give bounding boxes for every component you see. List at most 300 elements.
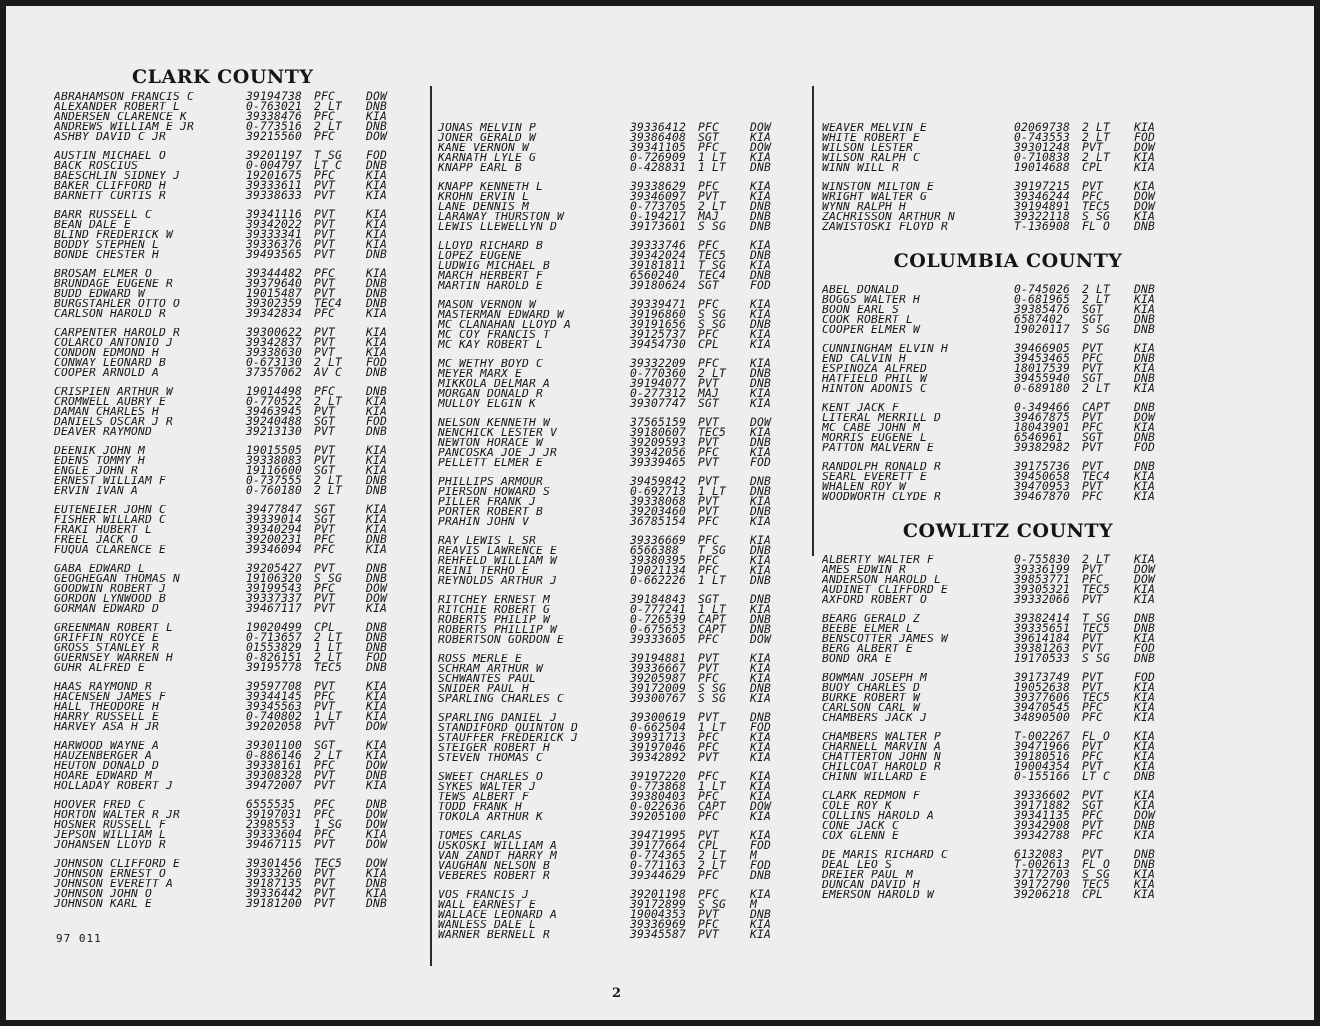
entry-grade: PVT: [314, 179, 336, 192]
entry-group: [438, 772, 810, 822]
entry-name: ZACHRISSON ARTHUR N: [822, 212, 956, 222]
entry-grade: 2 LT: [314, 474, 343, 487]
entry-grade: SGT: [314, 513, 336, 526]
entry-serial: 0-713657: [246, 631, 303, 644]
entry-status: DNB: [366, 572, 388, 585]
entry-name: GRIFFIN ROYCE E: [54, 633, 160, 643]
entry-name: VEBERES ROBERT R: [438, 871, 551, 881]
entry-serial: 19004354: [1014, 760, 1071, 773]
page-number: 2: [612, 986, 622, 1001]
entry-status: DNB: [750, 475, 772, 488]
entry-status: DOW: [366, 818, 388, 831]
entry-status: KIA: [750, 397, 772, 410]
casualty-entry: [438, 458, 810, 468]
entry-status: KIA: [750, 151, 772, 164]
entry-name: AUDINET CLIFFORD E: [822, 585, 949, 595]
entry-serial: 39344145: [246, 690, 303, 703]
entry-status: DNB: [1134, 622, 1156, 635]
entry-serial: 39175736: [1014, 460, 1071, 473]
entry-name: SPARLING CHARLES C: [438, 694, 565, 704]
entry-grade: PVT: [314, 346, 336, 359]
entry-status: DNB: [366, 533, 388, 546]
entry-serial: 39342788: [1014, 829, 1071, 842]
entry-grade: 1 LT: [698, 485, 727, 498]
entry-serial: 39177664: [630, 839, 687, 852]
entry-grade: PVT: [698, 928, 720, 941]
entry-name: BEEBE ELMER L: [822, 624, 914, 634]
entry-grade: PFC: [698, 239, 720, 252]
entry-grade: PVT: [314, 444, 336, 457]
entry-serial: 0-277312: [630, 387, 687, 400]
entry-grade: PVT: [314, 228, 336, 241]
entry-grade: PVT: [314, 425, 336, 438]
entry-grade: PVT: [698, 475, 720, 488]
entry-status: KIA: [366, 189, 388, 202]
entry-grade: PFC: [698, 633, 720, 646]
entry-grade: PVT: [314, 877, 336, 890]
entry-serial: 19014498: [246, 385, 303, 398]
entry-serial: 39336667: [630, 662, 687, 675]
entry-name: KROHN ERVIN L: [438, 192, 530, 202]
entry-name: ROBERTSON GORDON E: [438, 635, 565, 645]
entry-status: KIA: [366, 179, 388, 192]
entry-status: DOW: [750, 416, 772, 429]
entry-name: CHILCOAT HAROLD R: [822, 762, 942, 772]
entry-status: KIA: [750, 515, 772, 528]
entry-status: DOW: [366, 720, 388, 733]
entry-grade: PVT: [1082, 760, 1104, 773]
entry-serial: 19020117: [1014, 323, 1071, 336]
entry-name: PELLETT ELMER E: [438, 458, 544, 468]
entry-serial: 39381263: [1014, 642, 1071, 655]
entry-status: KIA: [1134, 750, 1156, 763]
entry-grade: PFC: [314, 582, 336, 595]
entry-name: WINN WILL R: [822, 163, 900, 173]
entry-grade: CPL: [1082, 161, 1104, 174]
entry-serial: 39341105: [630, 141, 687, 154]
entry-status: DNB: [366, 248, 388, 261]
entry-group: [54, 328, 426, 378]
entry-group: [54, 859, 426, 909]
county-section: [822, 232, 1194, 502]
entry-serial: T-002267: [1014, 730, 1071, 743]
entry-status: KIA: [750, 338, 772, 351]
entry-serial: 36785154: [630, 515, 687, 528]
entry-name: SYKES WALTER J: [438, 782, 537, 792]
entry-grade: SGT: [698, 279, 720, 292]
entry-serial: 39336376: [246, 238, 303, 251]
entry-status: KIA: [1134, 421, 1156, 434]
entry-group: [438, 123, 810, 173]
entry-name: BOND ORA E: [822, 654, 893, 664]
entry-serial: 39205427: [246, 562, 303, 575]
casualty-entry: [822, 831, 1194, 841]
entry-name: NELSON KENNETH W: [438, 418, 551, 428]
entry-serial: 39301100: [246, 739, 303, 752]
entry-grade: PFC: [698, 328, 720, 341]
entry-name: COOPER ARNOLD A: [54, 368, 160, 378]
entry-status: KIA: [366, 513, 388, 526]
entry-name: BURGSTAHLER OTTO O: [54, 299, 181, 309]
entry-status: DOW: [366, 808, 388, 821]
entry-group: [438, 890, 810, 940]
entry-grade: FL O: [1082, 220, 1111, 233]
entry-status: DNB: [1134, 431, 1156, 444]
entry-status: DNB: [366, 769, 388, 782]
entry-name: GUHR ALFRED E: [54, 663, 146, 673]
entry-name: GOODWIN ROBERT J: [54, 584, 167, 594]
entry-grade: PFC: [1082, 190, 1104, 203]
entry-status: KIA: [750, 810, 772, 823]
entry-name: EDENS TOMMY H: [54, 456, 146, 466]
entry-grade: PVT: [698, 456, 720, 469]
entry-serial: 39336602: [1014, 789, 1071, 802]
entry-grade: S SG: [698, 692, 727, 705]
entry-group: [54, 564, 426, 614]
casualty-entry: [54, 309, 426, 319]
entry-name: CLARK REDMON F: [822, 791, 921, 801]
entry-serial: 39171882: [1014, 799, 1071, 812]
entry-name: KNAPP KENNETH L: [438, 182, 544, 192]
entry-grade: PFC: [1082, 809, 1104, 822]
entry-name: HARRY RUSSELL E: [54, 712, 160, 722]
casualty-entry: [822, 222, 1194, 232]
entry-serial: 39380403: [630, 790, 687, 803]
entry-name: AMES EDWIN R: [822, 565, 907, 575]
entry-name: TOMES CARLAS: [438, 831, 523, 841]
entry-status: DNB: [750, 593, 772, 606]
entry-status: KIA: [1134, 760, 1156, 773]
entry-status: DNB: [1134, 401, 1156, 414]
entry-name: ANDERSON HAROLD L: [822, 575, 942, 585]
entry-grade: PFC: [698, 564, 720, 577]
entry-serial: 39205100: [630, 810, 687, 823]
entry-serial: 0-710838: [1014, 151, 1071, 164]
entry-name: STEIGER ROBERT H: [438, 743, 551, 753]
entry-grade: S SG: [314, 572, 343, 585]
entry-serial: 39342056: [630, 446, 687, 459]
entry-serial: 0-745026: [1014, 283, 1071, 296]
entry-status: FOD: [366, 356, 388, 369]
column-divider: [430, 86, 432, 966]
entry-grade: PFC: [314, 169, 336, 182]
entry-grade: PVT: [314, 602, 336, 615]
entry-serial: 0-662504: [630, 721, 687, 734]
entry-status: KIA: [1134, 593, 1156, 606]
entry-grade: PFC: [698, 534, 720, 547]
entry-name: ASHBY DAVID C JR: [54, 132, 167, 142]
entry-status: DNB: [750, 544, 772, 557]
entry-status: DNB: [366, 277, 388, 290]
entry-grade: PVT: [1082, 681, 1104, 694]
entry-serial: 39180607: [630, 426, 687, 439]
entry-grade: PVT: [1082, 362, 1104, 375]
entry-serial: 18017539: [1014, 362, 1071, 375]
entry-status: DNB: [750, 161, 772, 174]
entry-serial: 6566388: [630, 544, 680, 557]
entry-grade: PFC: [698, 515, 720, 528]
casualty-entry: [54, 250, 426, 260]
entry-serial: 39332066: [1014, 593, 1071, 606]
entry-grade: S SG: [698, 308, 727, 321]
entry-status: KIA: [366, 444, 388, 457]
entry-status: KIA: [366, 739, 388, 752]
entry-grade: TEC5: [698, 249, 727, 262]
top-spacer: [822, 62, 1194, 114]
casualty-entry: [438, 871, 810, 881]
entry-serial: 39180624: [630, 279, 687, 292]
entry-status: KIA: [1134, 711, 1156, 724]
entry-status: KIA: [366, 523, 388, 536]
entry-status: FOD: [750, 859, 772, 872]
entry-name: COOPER ELMER W: [822, 325, 921, 335]
entry-name: GREENMAN ROBERT L: [54, 623, 174, 633]
entry-serial: 0-692713: [630, 485, 687, 498]
entry-status: KIA: [1134, 382, 1156, 395]
section-spacer: [822, 232, 1194, 246]
entry-grade: CPL: [1082, 888, 1104, 901]
entry-name: WILSON LESTER: [822, 143, 914, 153]
entry-name: BERG ALBERT E: [822, 644, 914, 654]
entry-name: RANDOLPH RONALD R: [822, 462, 942, 472]
casualty-entry: [54, 663, 426, 673]
entry-serial: 39333260: [246, 867, 303, 880]
entry-name: COX GLENN E: [822, 831, 900, 841]
entry-grade: PVT: [1082, 141, 1104, 154]
casualty-entry: [438, 694, 810, 704]
entry-serial: 0-773705: [630, 200, 687, 213]
entry-status: KIA: [750, 731, 772, 744]
entry-status: KIA: [1134, 362, 1156, 375]
entry-status: DOW: [366, 857, 388, 870]
entry-name: PRAHIN JOHN V: [438, 517, 530, 527]
entry-grade: PFC: [314, 828, 336, 841]
entry-name: KNAPP EARL B: [438, 163, 523, 173]
entry-grade: PFC: [698, 446, 720, 459]
entry-grade: 1 LT: [698, 161, 727, 174]
casualty-entry: [54, 840, 426, 850]
entry-serial: 39336199: [1014, 563, 1071, 576]
entry-grade: PVT: [314, 326, 336, 339]
entry-name: MC CABE JOHN M: [822, 423, 921, 433]
entry-status: KIA: [1134, 553, 1156, 566]
entry-status: KIA: [750, 564, 772, 577]
casualty-entry: [438, 281, 810, 291]
entry-name: ANDERSEN CLARENCE K: [54, 112, 188, 122]
entry-name: GEOGHEGAN THOMAS N: [54, 574, 181, 584]
casualty-entry: [438, 340, 810, 350]
entry-grade: PVT: [314, 287, 336, 300]
entry-name: ENGLE JOHN R: [54, 466, 139, 476]
entry-group: [54, 387, 426, 437]
entry-grade: PVT: [314, 277, 336, 290]
entry-grade: PFC: [314, 90, 336, 103]
casualty-entry: [438, 222, 810, 232]
entry-name: KENT JACK F: [822, 403, 900, 413]
county-section: [438, 62, 810, 940]
entry-grade: PVT: [698, 652, 720, 665]
entry-status: DNB: [366, 297, 388, 310]
entry-status: DNB: [750, 485, 772, 498]
entry-serial: 39338633: [246, 189, 303, 202]
entry-serial: 0-004797: [246, 159, 303, 172]
entry-status: DOW: [750, 121, 772, 134]
entry-grade: PVT: [1082, 342, 1104, 355]
column-divider: [812, 86, 814, 556]
entry-grade: 2 LT: [314, 631, 343, 644]
entry-status: DNB: [366, 474, 388, 487]
entry-status: KIA: [366, 602, 388, 615]
entry-name: CHINN WILLARD E: [822, 772, 928, 782]
entry-name: DAMAN CHARLES H: [54, 407, 160, 417]
entry-serial: 6587402: [1014, 313, 1064, 326]
entry-serial: 39466905: [1014, 342, 1071, 355]
entry-serial: 39931713: [630, 731, 687, 744]
entry-status: DNB: [750, 249, 772, 262]
entry-name: MARCH HERBERT F: [438, 271, 544, 281]
entry-name: COLE ROY K: [822, 801, 893, 811]
entry-name: ROBERTS PHILIP W: [438, 615, 551, 625]
entry-grade: PVT: [314, 248, 336, 261]
entry-grade: PVT: [314, 336, 336, 349]
entry-serial: 39337337: [246, 592, 303, 605]
entry-grade: S SG: [698, 318, 727, 331]
entry-grade: TEC4: [1082, 470, 1111, 483]
entry-status: KIA: [366, 454, 388, 467]
entry-grade: CAPT: [698, 800, 727, 813]
entry-name: VOS FRANCIS J: [438, 890, 530, 900]
entry-name: FRAKI HUBERT L: [54, 525, 153, 535]
entry-status: DOW: [1134, 563, 1156, 576]
entry-name: COOK ROBERT L: [822, 315, 914, 325]
entry-grade: PFC: [1082, 573, 1104, 586]
entry-name: REINI TERHO E: [438, 566, 530, 576]
entry-name: HARVEY ASA H JR: [54, 722, 160, 732]
entry-grade: PVT: [314, 562, 336, 575]
entry-status: DNB: [366, 425, 388, 438]
entry-grade: PVT: [1082, 642, 1104, 655]
entry-grade: SGT: [698, 131, 720, 144]
entry-grade: PFC: [698, 141, 720, 154]
entry-status: KIA: [750, 446, 772, 459]
casualty-entry: [438, 812, 810, 822]
entry-serial: 37565159: [630, 416, 687, 429]
entry-status: KIA: [750, 741, 772, 754]
entry-serial: 0-155166: [1014, 770, 1071, 783]
entry-grade: TEC4: [314, 297, 343, 310]
entry-group: [822, 462, 1194, 502]
entry-name: VAN ZANDT HARRY M: [438, 851, 558, 861]
entry-status: KIA: [366, 336, 388, 349]
casualty-entry: [54, 368, 426, 378]
entry-status: KIA: [1134, 829, 1156, 842]
entry-serial: 39181200: [246, 897, 303, 910]
entry-grade: PVT: [1082, 740, 1104, 753]
entry-status: KIA: [366, 867, 388, 880]
entry-serial: 39201198: [630, 888, 687, 901]
entry-grade: PFC: [698, 554, 720, 567]
entry-grade: PVT: [698, 190, 720, 203]
entry-grade: PVT: [698, 416, 720, 429]
entry-status: DOW: [366, 759, 388, 772]
entry-grade: PVT: [314, 779, 336, 792]
entry-name: ZAWISTOSKI FLOYD R: [822, 222, 949, 232]
entry-grade: 2 LT: [1082, 382, 1111, 395]
entry-name: LLOYD RICHARD B: [438, 241, 544, 251]
entry-status: KIA: [750, 495, 772, 508]
entry-name: BOWMAN JOSEPH M: [822, 673, 928, 683]
entry-grade: 2 LT: [314, 749, 343, 762]
entry-serial: 39199543: [246, 582, 303, 595]
entry-grade: SGT: [1082, 372, 1104, 385]
entry-serial: 39338161: [246, 759, 303, 772]
entry-status: KIA: [1134, 470, 1156, 483]
entry-status: KIA: [750, 672, 772, 685]
entry-grade: AV C: [314, 366, 343, 379]
entry-name: WHALEN ROY W: [822, 482, 907, 492]
entry-group: [438, 359, 810, 409]
entry-grade: PVT: [1082, 789, 1104, 802]
entry-grade: PVT: [1082, 460, 1104, 473]
entry-status: KIA: [750, 190, 772, 203]
entry-serial: 39332209: [630, 357, 687, 370]
entry-serial: 39346244: [1014, 190, 1071, 203]
entry-name: PIERSON HOWARD S: [438, 487, 551, 497]
entry-status: KIA: [750, 790, 772, 803]
entry-status: DOW: [1134, 809, 1156, 822]
entry-name: MC WETHY BOYD C: [438, 359, 544, 369]
entry-grade: PVT: [314, 208, 336, 221]
entry-status: KIA: [1134, 293, 1156, 306]
entry-status: KIA: [1134, 161, 1156, 174]
entry-serial: 02069738: [1014, 121, 1071, 134]
entry-serial: 39471995: [630, 829, 687, 842]
entry-name: ALBERTY WALTER F: [822, 555, 935, 565]
entry-grade: PVT: [1082, 819, 1104, 832]
entry-grade: PVT: [698, 908, 720, 921]
entry-serial: 39455940: [1014, 372, 1071, 385]
entry-name: CARLSON CARL W: [822, 703, 921, 713]
entry-name: BROSAM ELMER O: [54, 269, 153, 279]
entry-grade: PVT: [314, 720, 336, 733]
entry-grade: PVT: [1082, 411, 1104, 424]
entry-status: DNB: [750, 682, 772, 695]
entry-serial: 39206218: [1014, 888, 1071, 901]
entry-grade: S SG: [1082, 868, 1111, 881]
entry-name: ERVIN IVAN A: [54, 486, 139, 496]
entry-name: MORGAN DONALD R: [438, 389, 544, 399]
entry-name: WINSTON MILTON E: [822, 182, 935, 192]
entry-status: DNB: [1134, 770, 1156, 783]
casualty-entry: [54, 722, 426, 732]
entry-status: KIA: [750, 770, 772, 783]
entry-grade: TEC5: [698, 426, 727, 439]
entry-grade: S SG: [698, 898, 727, 911]
top-spacer: [438, 62, 810, 114]
entry-status: DNB: [366, 385, 388, 398]
entry-status: DNB: [750, 436, 772, 449]
entry-grade: PVT: [1082, 180, 1104, 193]
entry-status: KIA: [750, 328, 772, 341]
entry-name: ESPINOZA ALFRED: [822, 364, 928, 374]
casualty-entry: [54, 604, 426, 614]
casualty-entry: [822, 163, 1194, 173]
entry-name: JOHANSEN LLOYD R: [54, 840, 167, 850]
entry-grade: 2 LT: [698, 849, 727, 862]
entry-status: DNB: [750, 220, 772, 233]
entry-name: ALEXANDER ROBERT L: [54, 102, 181, 112]
entry-grade: 2 LT: [698, 200, 727, 213]
